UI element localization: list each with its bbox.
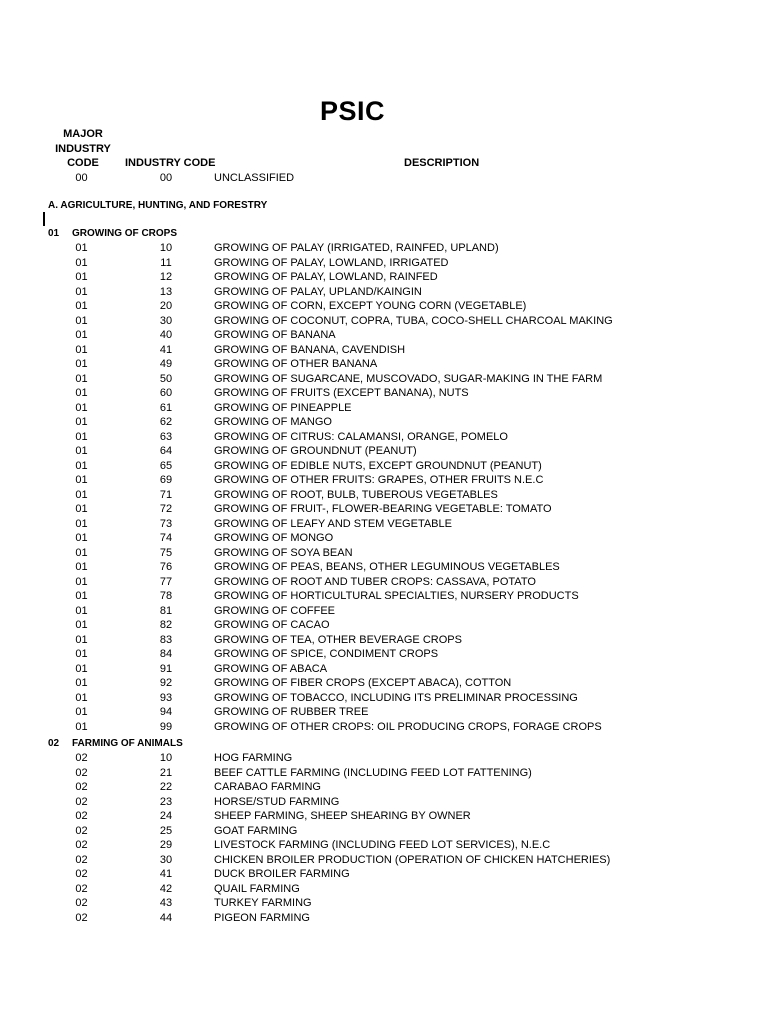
industry-code: 78 (159, 590, 173, 602)
major-code: 01 (75, 445, 88, 457)
description: HOG FARMING (214, 752, 293, 764)
industry-code: 43 (159, 897, 173, 909)
major-code: 01 (75, 546, 88, 559)
description: GROWING OF FRUIT-, FLOWER-BEARING VEGETABLE: TOMATO (214, 503, 552, 515)
description: HORSE/STUD FARMING (214, 795, 340, 808)
major-code: 02 (75, 766, 88, 779)
description: GROWING OF SPICE, CONDIMENT CROPS (214, 648, 439, 660)
industry-code: 13 (159, 285, 173, 298)
major-code: 01 (75, 474, 88, 486)
industry-code: 74 (159, 532, 173, 544)
description: PIGEON FARMING (214, 911, 310, 924)
description: GROWING OF BANANA, CAVENDISH (214, 343, 406, 356)
major-code: 02 (75, 868, 88, 880)
industry-code: 94 (159, 706, 173, 718)
industry-code: 42 (159, 882, 173, 895)
industry-code: 12 (159, 271, 173, 283)
page-title: PSIC (319, 96, 386, 126)
description: GROWING OF OTHER FRUITS: GRAPES, OTHER FRUITS N.E.C (214, 474, 544, 486)
text-cursor (43, 212, 45, 226)
major-code: 01 (75, 691, 88, 704)
major-code: 01 (75, 242, 88, 254)
description: GROWING OF HORTICULTURAL SPECIALTIES, NURSERY PRODUCTS (214, 590, 579, 602)
major-code: 01 (75, 604, 88, 617)
description: TURKEY FARMING (214, 897, 312, 909)
major-code: 01 (75, 720, 88, 733)
major-code: 02 (75, 810, 88, 822)
description: GROWING OF EDIBLE NUTS, EXCEPT GROUNDNUT (PEANUT) (214, 459, 542, 472)
description: GROWING OF PALAY, UPLAND/KAINGIN (214, 285, 422, 298)
major-code: 01 (75, 256, 88, 269)
industry-code: 41 (159, 868, 173, 880)
major-code: 00 (75, 172, 88, 184)
description: GROWING OF OTHER BANANA (214, 358, 378, 370)
major-code: 01 (75, 662, 88, 675)
industry-code: 93 (159, 691, 173, 704)
major-code: 01 (75, 329, 88, 341)
industry-code: 49 (159, 358, 173, 370)
major-code: 02 (75, 853, 88, 866)
industry-code: 84 (159, 648, 173, 660)
industry-code: 62 (159, 416, 173, 428)
industry-code: 76 (159, 561, 173, 573)
description: GOAT FARMING (214, 824, 298, 837)
major-code: 01 (75, 401, 88, 414)
description: BEEF CATTLE FARMING (INCLUDING FEED LOT FATTENING) (214, 766, 532, 779)
major-code: 02 (75, 882, 88, 895)
group-heading-02 (48, 737, 183, 751)
major-industry-code-header (50, 127, 116, 171)
description: GROWING OF ABACA (214, 662, 328, 675)
group-name: FARMING OF ANIMALS (72, 738, 183, 749)
major-code: 01 (75, 314, 88, 327)
industry-code: 75 (159, 546, 173, 559)
description: GROWING OF PALAY, LOWLAND, RAINFED (214, 271, 438, 283)
industry-code: 60 (159, 387, 173, 399)
industry-code: 41 (159, 343, 173, 356)
description: GROWING OF PALAY, LOWLAND, IRRIGATED (214, 256, 449, 269)
description: CARABAO FARMING (214, 781, 321, 793)
major-code: 01 (75, 619, 88, 631)
industry-code: 20 (159, 300, 173, 312)
industry-code: 11 (160, 256, 172, 269)
major-code: 01 (75, 430, 88, 443)
major-header-line2: INDUSTRY (55, 142, 111, 155)
description: GROWING OF RUBBER TREE (214, 706, 369, 718)
industry-code: 77 (159, 575, 173, 588)
industry-code: 40 (159, 329, 173, 341)
description: GROWING OF BANANA (214, 329, 336, 341)
major-header-line3: CODE (67, 157, 99, 169)
major-code: 01 (75, 300, 88, 312)
description: GROWING OF MONGO (214, 532, 334, 544)
description: GROWING OF PEAS, BEANS, OTHER LEGUMINOUS VEGETABLES (214, 561, 560, 573)
industry-code: 30 (159, 314, 173, 327)
major-code: 01 (75, 561, 88, 573)
description: GROWING OF CACAO (214, 619, 330, 631)
description: QUAIL FARMING (214, 882, 300, 895)
major-code: 02 (75, 897, 88, 909)
major-code: 01 (75, 517, 88, 530)
major-code: 01 (75, 575, 88, 588)
description-header: DESCRIPTION (404, 157, 480, 169)
description: GROWING OF LEAFY AND STEM VEGETABLE (214, 517, 452, 530)
major-code: 01 (75, 677, 88, 689)
major-code: 02 (75, 781, 88, 793)
major-code: 02 (75, 795, 88, 808)
major-code: 01 (75, 358, 88, 370)
major-code: 02 (75, 752, 88, 764)
description: GROWING OF FRUITS (EXCEPT BANANA), NUTS (214, 387, 469, 399)
description: GROWING OF CORN, EXCEPT YOUNG CORN (VEGETABLE) (214, 300, 527, 312)
industry-code: 44 (159, 911, 173, 924)
description: CHICKEN BROILER PRODUCTION (OPERATION OF CHICKEN HATCHERIES) (214, 853, 611, 866)
major-code: 01 (75, 285, 88, 298)
major-code: 01 (75, 706, 88, 718)
major-code: 01 (75, 271, 88, 283)
description: GROWING OF TEA, OTHER BEVERAGE CROPS (214, 633, 462, 646)
industry-code: 61 (159, 401, 173, 414)
group-name: GROWING OF CROPS (72, 228, 177, 239)
group-code: 02 (48, 738, 60, 749)
industry-code: 72 (159, 503, 173, 515)
description: GROWING OF PINEAPPLE (214, 401, 352, 414)
major-code: 01 (75, 633, 88, 646)
major-code: 01 (75, 343, 88, 356)
industry-code: 65 (159, 459, 173, 472)
description: GROWING OF PALAY (IRRIGATED, RAINFED, UPLAND) (214, 242, 499, 254)
description: GROWING OF SUGARCANE, MUSCOVADO, SUGAR-MAKING IN THE FARM (214, 372, 603, 385)
industry-code: 83 (159, 633, 173, 646)
industry-code: 50 (159, 372, 173, 385)
description: LIVESTOCK FARMING (INCLUDING FEED LOT SERVICES), N.E.C (214, 839, 551, 851)
description: GROWING OF CITRUS: CALAMANSI, ORANGE, POMELO (214, 430, 508, 443)
group-code: 01 (48, 228, 60, 239)
description: GROWING OF SOYA BEAN (214, 546, 353, 559)
industry-code: 69 (159, 474, 173, 486)
major-code: 01 (75, 372, 88, 385)
industry-code: 24 (159, 810, 173, 822)
industry-code: 73 (159, 517, 173, 530)
industry-code: 00 (159, 172, 173, 184)
description: DUCK BROILER FARMING (214, 868, 350, 880)
industry-code: 81 (159, 604, 173, 617)
industry-code: 99 (159, 720, 173, 733)
major-code: 01 (75, 488, 88, 501)
description: GROWING OF GROUNDNUT (PEANUT) (214, 445, 417, 457)
major-code: 01 (75, 416, 88, 428)
description: GROWING OF TOBACCO, INCLUDING ITS PRELIMINAR PROCESSING (214, 691, 578, 704)
industry-code-header: INDUSTRY CODE (125, 157, 216, 169)
major-code: 01 (75, 387, 88, 399)
description: GROWING OF OTHER CROPS: OIL PRODUCING CROPS, FORAGE CROPS (214, 720, 602, 733)
major-code: 01 (75, 532, 88, 544)
major-code: 01 (75, 503, 88, 515)
industry-code: 91 (159, 662, 173, 675)
industry-code: 10 (159, 752, 173, 764)
industry-code: 29 (159, 839, 173, 851)
industry-code: 22 (159, 781, 173, 793)
description: GROWING OF COFFEE (214, 604, 335, 617)
industry-code: 64 (159, 445, 173, 457)
major-code: 01 (75, 459, 88, 472)
industry-code: 71 (159, 488, 173, 501)
description: GROWING OF ROOT, BULB, TUBEROUS VEGETABLES (214, 488, 498, 501)
section-heading: A. AGRICULTURE, HUNTING, AND FORESTRY (48, 200, 268, 211)
industry-code: 63 (159, 430, 173, 443)
industry-code: 25 (159, 824, 173, 837)
industry-code: 30 (159, 853, 173, 866)
industry-code: 82 (159, 619, 173, 631)
description: GROWING OF COCONUT, COPRA, TUBA, COCO-SHELL CHARCOAL MAKING (214, 314, 613, 327)
industry-code: 23 (159, 795, 173, 808)
industry-code: 21 (159, 766, 173, 779)
description: GROWING OF ROOT AND TUBER CROPS: CASSAVA, POTATO (214, 575, 536, 588)
industry-code: 92 (159, 677, 173, 689)
description: UNCLASSIFIED (214, 172, 295, 184)
group-heading-01 (48, 227, 177, 241)
major-code: 01 (75, 590, 88, 602)
major-code: 02 (75, 824, 88, 837)
description: GROWING OF MANGO (214, 416, 332, 428)
major-header-line1: MAJOR (63, 128, 103, 140)
major-code: 02 (75, 839, 88, 851)
industry-code: 10 (159, 242, 173, 254)
major-code: 01 (75, 648, 88, 660)
description: SHEEP FARMING, SHEEP SHEARING BY OWNER (214, 810, 471, 822)
description: GROWING OF FIBER CROPS (EXCEPT ABACA), COTTON (214, 677, 512, 689)
major-code: 02 (75, 911, 88, 924)
